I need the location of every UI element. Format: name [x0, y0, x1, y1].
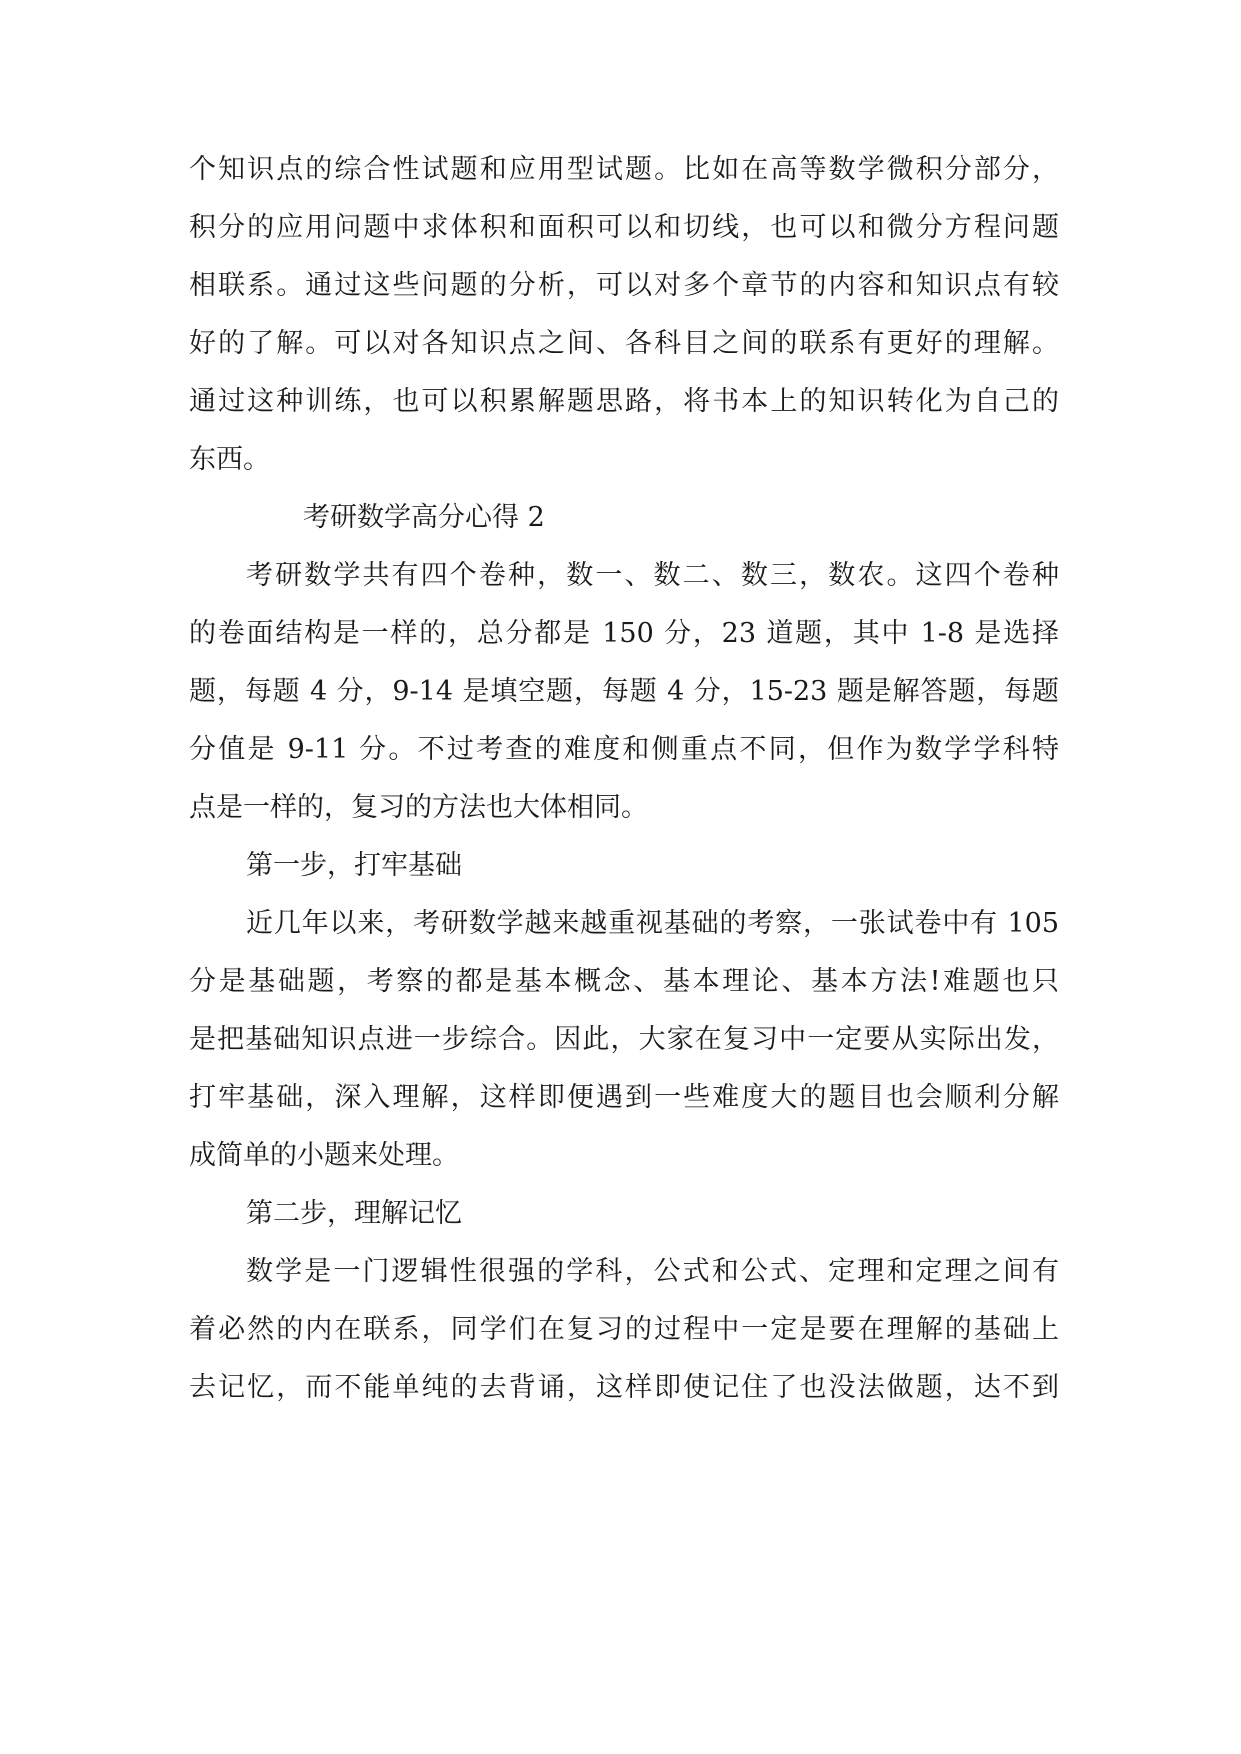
paragraph-line: 相联系。通过这些问题的分析，可以对多个章节的内容和知识点有较: [189, 270, 1059, 301]
paragraph-line: 积分的应用问题中求体积和面积可以和切线，也可以和微分方程问题: [189, 212, 1059, 243]
paragraph-line: 题，每题 4 分，9-14 是填空题，每题 4 分，15-23 题是解答题，每题: [189, 676, 1059, 707]
paragraph-line: 去记忆，而不能单纯的去背诵，这样即使记住了也没法做题，达不到: [189, 1372, 1059, 1403]
paragraph-line: 打牢基础，深入理解，这样即便遇到一些难度大的题目也会顺利分解: [189, 1082, 1059, 1113]
section-title: 考研数学高分心得 2: [303, 502, 545, 533]
paragraph-line: 通过这种训练，也可以积累解题思路，将书本上的知识转化为自己的: [189, 386, 1059, 417]
paragraph-line: 是把基础知识点进一步综合。因此，大家在复习中一定要从实际出发，: [189, 1024, 1059, 1055]
paragraph-line: 成简单的小题来处理。: [189, 1140, 459, 1171]
paragraph-line: 考研数学共有四个卷种，数一、数二、数三，数农。这四个卷种: [246, 560, 1059, 591]
step-heading: 第二步，理解记忆: [246, 1198, 462, 1229]
paragraph-line: 着必然的内在联系，同学们在复习的过程中一定是要在理解的基础上: [189, 1314, 1059, 1345]
paragraph-line: 近几年以来，考研数学越来越重视基础的考察，一张试卷中有 105: [246, 908, 1059, 939]
paragraph-line: 好的了解。可以对各知识点之间、各科目之间的联系有更好的理解。: [189, 328, 1059, 359]
paragraph-line: 分是基础题，考察的都是基本概念、基本理论、基本方法!难题也只: [189, 966, 1059, 997]
paragraph-line: 点是一样的，复习的方法也大体相同。: [189, 792, 648, 823]
paragraph-line: 分值是 9-11 分。不过考查的难度和侧重点不同，但作为数学学科特: [189, 734, 1059, 765]
paragraph-line: 的卷面结构是一样的，总分都是 150 分，23 道题，其中 1-8 是选择: [189, 618, 1059, 649]
step-heading: 第一步，打牢基础: [246, 850, 462, 881]
paragraph-line: 数学是一门逻辑性很强的学科，公式和公式、定理和定理之间有: [246, 1256, 1059, 1287]
paragraph-line: 个知识点的综合性试题和应用型试题。比如在高等数学微积分部分，: [189, 154, 1059, 185]
paragraph-line: 东西。: [189, 444, 270, 475]
